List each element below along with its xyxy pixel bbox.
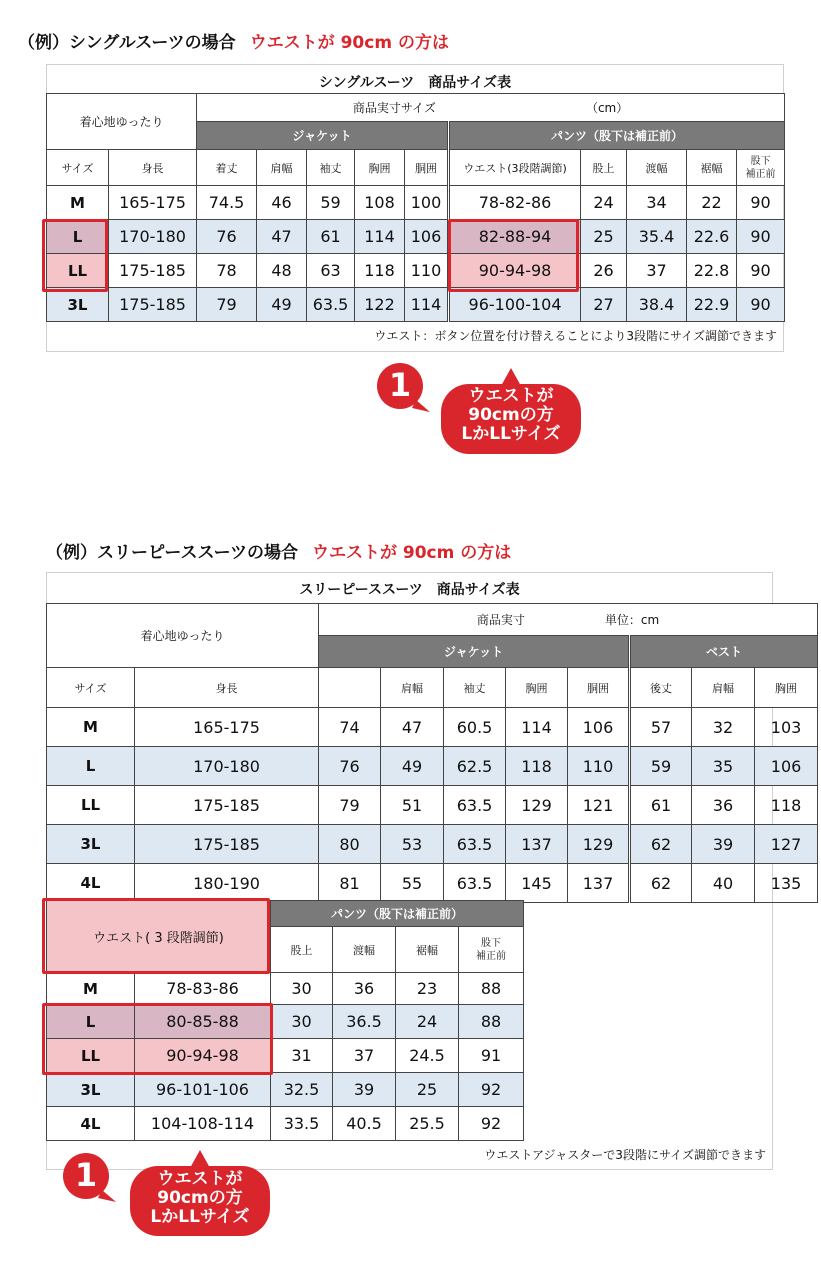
- table-row: [47, 220, 785, 254]
- value-cell: 114: [506, 708, 568, 747]
- value-cell: 106: [755, 747, 818, 786]
- vest-group-header: ベスト: [630, 636, 818, 668]
- section1-heading-highlight: ウエストが 90cm の方は: [249, 33, 449, 53]
- height-cell: 170-180: [109, 220, 197, 254]
- value-cell: 25: [396, 1073, 459, 1107]
- three-piece-note: ウエストアジャスターで3段階にサイズ調節できます: [484, 1148, 766, 1162]
- col-shoulder: 肩幅: [381, 668, 444, 708]
- height-cell: 175-185: [109, 288, 197, 322]
- value-cell: 59: [630, 747, 692, 786]
- table-row: [47, 1107, 524, 1141]
- badge-number: 1: [74, 1156, 98, 1194]
- value-cell: 110: [568, 747, 630, 786]
- value-cell: 30: [271, 973, 333, 1005]
- table-row: [47, 186, 785, 220]
- value-cell: 121: [568, 786, 630, 825]
- value-cell: 74: [319, 708, 381, 747]
- size-cell: L: [47, 747, 135, 786]
- single-suit-note: ウエスト：ボタン位置を付け替えることにより3段階にサイズ調節できます: [374, 329, 777, 343]
- value-cell: 53: [381, 825, 444, 864]
- jacket-group-header: ジャケット: [319, 636, 630, 668]
- callout-line-1: ウエストが: [157, 1169, 243, 1189]
- col-shoulder: 肩幅: [257, 150, 307, 186]
- three-piece-pants-table: [46, 900, 524, 1141]
- actual-size-label: 商品実寸サイズ: [352, 101, 436, 115]
- section2-heading-highlight: ウエストが 90cm の方は: [311, 543, 512, 563]
- value-cell: 90: [737, 220, 785, 254]
- callout-line-2: 90cmの方: [468, 405, 554, 425]
- callout-line-2: 90cmの方: [157, 1188, 243, 1208]
- size-cell: L: [47, 1005, 135, 1039]
- col-hem: 裾幅: [396, 927, 459, 973]
- value-cell: 103: [755, 708, 818, 747]
- value-cell: 63.5: [444, 786, 506, 825]
- col-thigh: 渡幅: [627, 150, 687, 186]
- value-cell: 145: [506, 864, 568, 903]
- col-vest-chest: 胸囲: [755, 668, 818, 708]
- col-height: 身長: [135, 668, 319, 708]
- value-cell: 76: [197, 220, 257, 254]
- value-cell: 90: [737, 254, 785, 288]
- size-cell: 3L: [47, 1073, 135, 1107]
- value-cell: 35: [692, 747, 755, 786]
- col-hem: 裾幅: [687, 150, 737, 186]
- value-cell: 22.6: [687, 220, 737, 254]
- waist-cell: 82-88-94: [449, 220, 581, 254]
- table-row: [47, 1005, 524, 1039]
- callout-bubble-text: [437, 387, 585, 444]
- waist-cell: 96-101-106: [135, 1073, 271, 1107]
- col-waist-girth: 胴囲: [405, 150, 449, 186]
- table-row: [47, 864, 818, 903]
- value-cell: 129: [568, 825, 630, 864]
- callout-bubble-text: [126, 1170, 274, 1227]
- value-cell: 22: [687, 186, 737, 220]
- value-cell: 49: [257, 288, 307, 322]
- value-cell: 35.4: [627, 220, 687, 254]
- value-cell: 114: [405, 288, 449, 322]
- single-suit-table-title: シングルスーツ 商品サイズ表: [318, 75, 512, 91]
- value-cell: 38.4: [627, 288, 687, 322]
- value-cell: 118: [755, 786, 818, 825]
- value-cell: 57: [630, 708, 692, 747]
- col-rise: 股上: [271, 927, 333, 973]
- value-cell: 118: [506, 747, 568, 786]
- value-cell: 26: [581, 254, 627, 288]
- value-cell: 36.5: [333, 1005, 396, 1039]
- value-cell: 22.8: [687, 254, 737, 288]
- table-row: [47, 1039, 524, 1073]
- value-cell: 32: [692, 708, 755, 747]
- value-cell: 23: [396, 973, 459, 1005]
- section2-heading: [46, 538, 511, 563]
- value-cell: 47: [257, 220, 307, 254]
- badge-number: 1: [388, 366, 412, 404]
- value-cell: 55: [381, 864, 444, 903]
- value-cell: 88: [459, 1005, 524, 1039]
- value-cell: 36: [333, 973, 396, 1005]
- col-vest-shoulder: 肩幅: [692, 668, 755, 708]
- value-cell: 88: [459, 973, 524, 1005]
- table-row: [47, 254, 785, 288]
- col-inseam-line1: 股下: [750, 155, 771, 167]
- jacket-group-header: ジャケット: [197, 122, 449, 150]
- value-cell: 63.5: [307, 288, 355, 322]
- three-piece-size-table: [46, 603, 818, 903]
- waist-cell: 104-108-114: [135, 1107, 271, 1141]
- size-cell: M: [47, 973, 135, 1005]
- table-row: [47, 288, 785, 322]
- col-inseam: [737, 150, 785, 186]
- unit-label: （cm）: [585, 101, 629, 115]
- section1-heading-text: （例）シングルスーツの場合: [18, 33, 236, 53]
- value-cell: 37: [333, 1039, 396, 1073]
- callout-line-3: LかLLサイズ: [150, 1207, 250, 1227]
- col-inseam-line1: 股下: [481, 937, 501, 949]
- value-cell: 59: [307, 186, 355, 220]
- unit-label: 単位：cm: [604, 613, 660, 627]
- value-cell: 137: [568, 864, 630, 903]
- col-inseam: [459, 927, 524, 973]
- waist-cell: 90-94-98: [449, 254, 581, 288]
- value-cell: 36: [692, 786, 755, 825]
- value-cell: 92: [459, 1107, 524, 1141]
- value-cell: 32.5: [271, 1073, 333, 1107]
- value-cell: 118: [355, 254, 405, 288]
- value-cell: 30: [271, 1005, 333, 1039]
- value-cell: 62: [630, 864, 692, 903]
- comfort-label: 着心地ゆったり: [47, 604, 319, 668]
- size-cell: 3L: [47, 825, 135, 864]
- col-sleeve: 袖丈: [307, 150, 355, 186]
- waist-cell: 90-94-98: [135, 1039, 271, 1073]
- value-cell: 76: [319, 747, 381, 786]
- value-cell: 61: [630, 786, 692, 825]
- table-row: [47, 708, 818, 747]
- value-cell: 24: [396, 1005, 459, 1039]
- value-cell: 39: [692, 825, 755, 864]
- col-waist-adjust: ウエスト(3段階調節): [449, 150, 581, 186]
- value-cell: 137: [506, 825, 568, 864]
- value-cell: 122: [355, 288, 405, 322]
- section1-heading: [18, 28, 449, 53]
- col-inseam-line2: 補正前: [745, 168, 776, 180]
- section2-heading-text: （例）スリーピーススーツの場合: [46, 543, 298, 563]
- value-cell: 51: [381, 786, 444, 825]
- pants-group-header: パンツ（股下は補正前）: [449, 122, 785, 150]
- waist-cell: 78-83-86: [135, 973, 271, 1005]
- height-cell: 170-180: [135, 747, 319, 786]
- value-cell: 39: [333, 1073, 396, 1107]
- value-cell: 78: [197, 254, 257, 288]
- height-cell: 175-185: [135, 825, 319, 864]
- value-cell: 63.5: [444, 864, 506, 903]
- value-cell: 80: [319, 825, 381, 864]
- table-row: [47, 786, 818, 825]
- actual-size-header: [197, 94, 785, 122]
- value-cell: 25.5: [396, 1107, 459, 1141]
- size-cell: M: [47, 708, 135, 747]
- value-cell: 92: [459, 1073, 524, 1107]
- value-cell: 62: [630, 825, 692, 864]
- value-cell: 74.5: [197, 186, 257, 220]
- value-cell: 31: [271, 1039, 333, 1073]
- table-row: [47, 747, 818, 786]
- col-height: 身長: [109, 150, 197, 186]
- col-jacket-length: 着丈: [319, 668, 381, 708]
- callout-line-3: LかLLサイズ: [461, 424, 561, 444]
- value-cell: 63.5: [444, 825, 506, 864]
- value-cell: 90: [737, 186, 785, 220]
- size-cell: LL: [47, 254, 109, 288]
- value-cell: 90: [737, 288, 785, 322]
- value-cell: 106: [405, 220, 449, 254]
- col-waist-girth: 胴囲: [568, 668, 630, 708]
- col-inseam-line2: 補正前: [476, 950, 506, 962]
- actual-size-header: [319, 604, 818, 636]
- size-cell: LL: [47, 786, 135, 825]
- value-cell: 79: [197, 288, 257, 322]
- col-vest-length: 後丈: [630, 668, 692, 708]
- size-cell: 3L: [47, 288, 109, 322]
- value-cell: 40.5: [333, 1107, 396, 1141]
- height-cell: 175-185: [109, 254, 197, 288]
- value-cell: 48: [257, 254, 307, 288]
- three-piece-table-title: スリーピーススーツ 商品サイズ表: [299, 582, 520, 598]
- value-cell: 106: [568, 708, 630, 747]
- value-cell: 34: [627, 186, 687, 220]
- value-cell: 100: [405, 186, 449, 220]
- value-cell: 40: [692, 864, 755, 903]
- single-suit-size-table: [46, 93, 785, 322]
- value-cell: 129: [506, 786, 568, 825]
- actual-size-label: 商品実寸: [476, 613, 525, 627]
- height-cell: 180-190: [135, 864, 319, 903]
- col-size: サイズ: [47, 668, 135, 708]
- col-chest: 胸囲: [506, 668, 568, 708]
- value-cell: 33.5: [271, 1107, 333, 1141]
- value-cell: 61: [307, 220, 355, 254]
- col-thigh: 渡幅: [333, 927, 396, 973]
- callout-line-1: ウエストが: [468, 386, 554, 406]
- table-row: [47, 825, 818, 864]
- value-cell: 60.5: [444, 708, 506, 747]
- value-cell: 49: [381, 747, 444, 786]
- size-cell: L: [47, 220, 109, 254]
- col-rise: 股上: [581, 150, 627, 186]
- col-chest: 胸囲: [355, 150, 405, 186]
- size-cell: 4L: [47, 1107, 135, 1141]
- value-cell: 27: [581, 288, 627, 322]
- height-cell: 165-175: [109, 186, 197, 220]
- size-cell: M: [47, 186, 109, 220]
- pants-group-header: パンツ（股下は補正前）: [271, 901, 524, 927]
- size-cell: LL: [47, 1039, 135, 1073]
- value-cell: 108: [355, 186, 405, 220]
- waist-adjust-header: ウエスト( 3 段階調節): [47, 901, 271, 973]
- waist-cell: 78-82-86: [449, 186, 581, 220]
- value-cell: 24.5: [396, 1039, 459, 1073]
- waist-cell: 96-100-104: [449, 288, 581, 322]
- value-cell: 81: [319, 864, 381, 903]
- value-cell: 63: [307, 254, 355, 288]
- col-size: サイズ: [47, 150, 109, 186]
- value-cell: 110: [405, 254, 449, 288]
- waist-cell: 80-85-88: [135, 1005, 271, 1039]
- value-cell: 91: [459, 1039, 524, 1073]
- value-cell: 114: [355, 220, 405, 254]
- table-row: [47, 1073, 524, 1107]
- height-cell: 175-185: [135, 786, 319, 825]
- col-jacket-length: 着丈: [197, 150, 257, 186]
- value-cell: 22.9: [687, 288, 737, 322]
- value-cell: 47: [381, 708, 444, 747]
- value-cell: 127: [755, 825, 818, 864]
- value-cell: 79: [319, 786, 381, 825]
- height-cell: 165-175: [135, 708, 319, 747]
- comfort-label: 着心地ゆったり: [47, 94, 197, 150]
- value-cell: 46: [257, 186, 307, 220]
- value-cell: 24: [581, 186, 627, 220]
- size-cell: 4L: [47, 864, 135, 903]
- value-cell: 135: [755, 864, 818, 903]
- col-sleeve: 袖丈: [444, 668, 506, 708]
- value-cell: 62.5: [444, 747, 506, 786]
- value-cell: 37: [627, 254, 687, 288]
- table-row: [47, 973, 524, 1005]
- value-cell: 25: [581, 220, 627, 254]
